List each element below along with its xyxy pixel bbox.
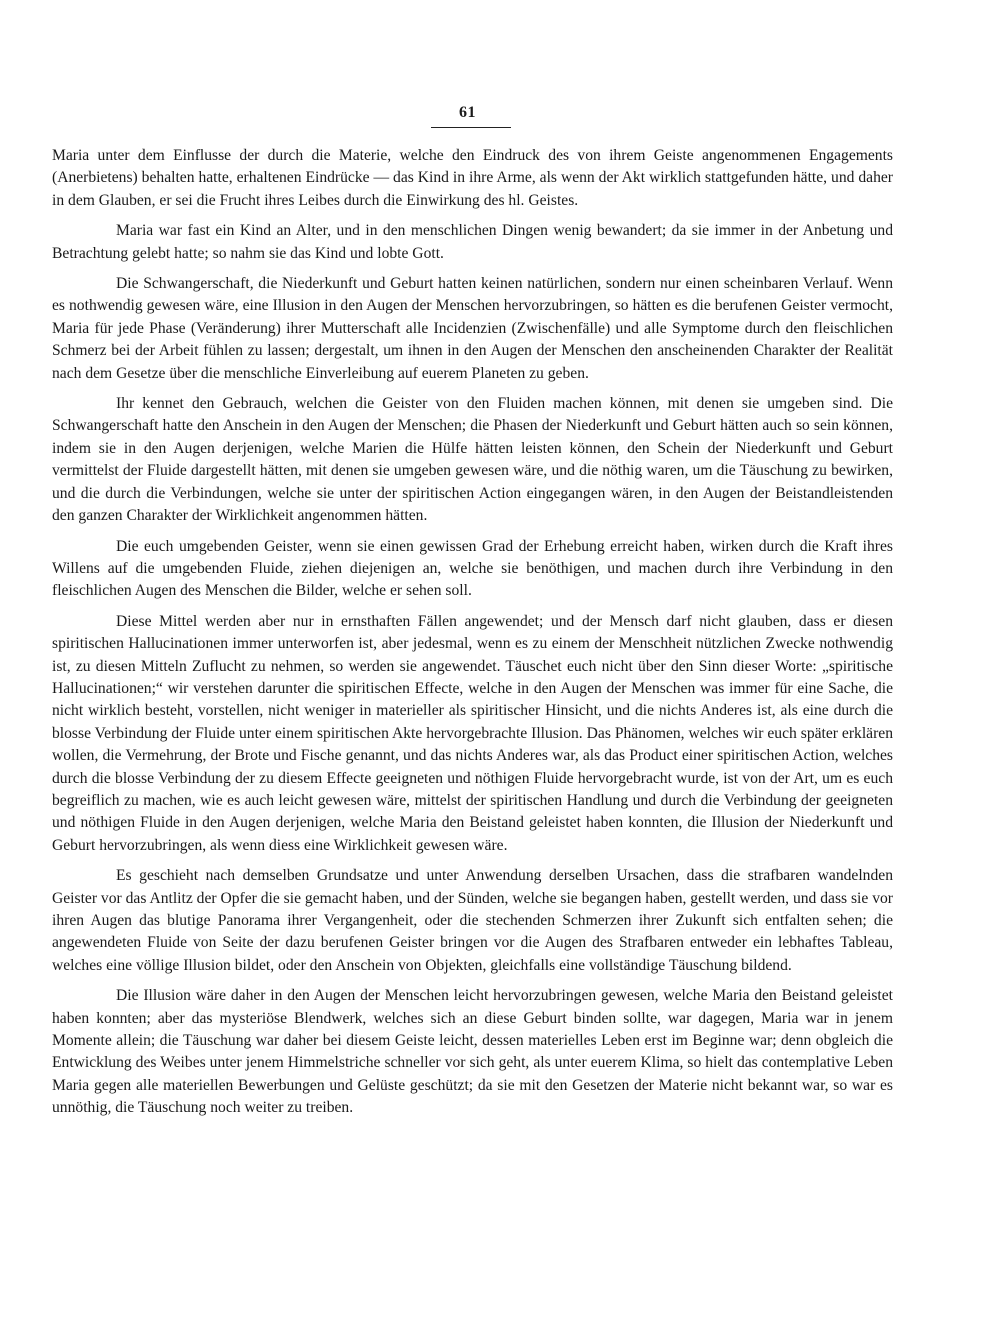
paragraph-4: Ihr kennet den Gebrauch, welchen die Geister von den Fluiden machen können, mit denen sie umgeben sind. Die Schwangerschaft hatte den Anschein in den Augen der Menschen; die Phasen der Niederkunft und Geburt hätten auch so sein können, indem sie in den Augen derjenigen, welche Marien die Hülfe hätten leisten können, den Schein der Niederkunft und Geburt vermittelst der Fluide dargestellt hätten, mit denen sie umgeben gewesen wäre, und die nöthig waren, um die Täuschung zu bewirken, und die durch die Verbindungen, welche sie unter der spiritischen Action eingegangen wären, in den Augen der Beistandleistenden den ganzen Charakter der Wirklichkeit angenommen hätten. [52,395,893,525]
body-text [52,145,893,1128]
paragraph-5: Die euch umgebenden Geister, wenn sie einen gewissen Grad der Erhebung erreicht haben, wirken durch die Kraft ihres Willens auf die umgebenden Fluide, ziehen diejenigen an, welche sie benöthigen, und machen durch ihre Verbindung in den fleischlichen Augen des Menschen die Bilder, welche er sehen soll. [52,537,893,600]
paragraph-1: Maria unter dem Einflusse der durch die Materie, welche den Eindruck des von ihrem Geiste angenommenen Engagements (Anerbietens) behalten hatte, erhaltenen Eindrücke — das Kind in ihre Arme, als wenn der Akt wirklich stattgefunden hätte, und daher in dem Glauben, er sei die Frucht ihres Leibes durch die Einwirkung des hl. Geistes. [52,147,893,209]
page-number: 61 [459,104,476,121]
paragraph-3: Die Schwangerschaft, die Niederkunft und Geburt hatten keinen natürlichen, sondern nur einen scheinbaren Verlauf. Wenn es nothwendig gewesen wäre, eine Illusion in den Augen der Menschen hervorzubringen, so hätten es die berufenen Geister vermocht, Maria für jede Phase (Veränderung) ihrer Mutterschaft alle Incidenzien (Zwischenfälle) und alle Symptome durch den fleischlichen Schmerz bei der Arbeit fühlen zu lassen; dergestalt, um ihnen in den Augen der Menschen den anscheinenden Charakter der Realität nach dem Gesetze über die menschliche Einverleibung auf euerem Planeten zu geben. [52,275,893,382]
paragraph-2: Maria war fast ein Kind an Alter, und in den menschlichen Dingen wenig bewandert; da sie immer in der Anbetung und Betrachtung gelebt hatte; so nahm sie das Kind und lobte Gott. [52,222,893,262]
page-number-rule [431,127,511,128]
paragraph-8: Die Illusion wäre daher in den Augen der Menschen leicht hervorzubringen gewesen, welche Maria den Beistand geleistet haben konnten; aber das mysteriöse Blendwerk, welches sich an diese Geburt binden sollte, war dagegen, Maria war in jenem Momente allein; die Täuschung war daher bei diesem Geiste leicht, dessen materielles Leben erst im Beginne war; denn obgleich die Entwicklung des Weibes unter jenem Himmelstriche schneller vor sich geht, als unter euerem Klima, so hielt das contemplative Leben Maria gegen alle materiellen Bewerbungen und Gelüste geschützt; da sie mit den Gesetzen der Materie nicht bekannt war, so war es unnöthig, die Täuschung noch weiter zu treiben. [52,987,893,1117]
paragraph-7: Es geschieht nach demselben Grundsatze und unter Anwendung derselben Ursachen, dass die strafbaren wandelnden Geister vor das Antlitz der Opfer die sie gemacht haben, und der Sünden, welche sie begangen haben, gestellt werden, und dass sie vor ihren Augen das blutige Panorama ihrer Vergangenheit, oder die stechenden Schmerzen ihrer Zukunft sich entfalten sehen; die angewendeten Fluide von Seite der dazu berufenen Geister bringen vor die Augen des Strafbaren entweder ein lebhaftes Tableau, welches eine völlige Illusion bildet, oder den Anschein von Objekten, gleichfalls eine vollständige Täuschung bildend. [52,867,893,974]
paragraph-6: Diese Mittel werden aber nur in ernsthaften Fällen angewendet; und der Mensch darf nicht glauben, dass er diesen spiritischen Hallucinationen immer unterworfen ist, aber jedesmal, wenn es zu einem der Menschheit nützlichen Zwecke nothwendig ist, zu diesen Mitteln Zuflucht zu nehmen, so werden sie angewendet. Täuschet euch nicht über den Sinn dieser Worte: „spiritische Hallucinationen;“ wir verstehen darunter die spiritischen Effecte, welche in den Augen der Menschen was immer für eine Sache, die nicht wirklich besteht, vorstellen, nicht weniger in materieller als spiritischer Hinsicht, und die nichts Anderes ist, als eine durch die blosse Verbindung der Fluide unter einem spiritischen Akte hervorgebrachte Illusion. Das Phänomen, welches wir euch später erklären wollen, die Vermehrung, der Brote und Fische genannt, und das nichts Anderes war, als das Product einer spiritischen Action, welches durch die blosse Verbindung der zu diesem Effecte geeigneten und nöthigen Fluide hervorgebracht wurde, ist von der Art, um es euch begreiflich zu machen, wie es auch leicht gewesen wäre, mittelst der spiritischen Handlung und durch die Verbindung der geeigneten und nöthigen Fluide in den Augen derjenigen, welche Maria den Beistand geleistet haben konnten, die Illusion der Niederkunft und Geburt hervorzubringen, als wenn diess eine Wirklichkeit gewesen wäre. [52,612,893,854]
